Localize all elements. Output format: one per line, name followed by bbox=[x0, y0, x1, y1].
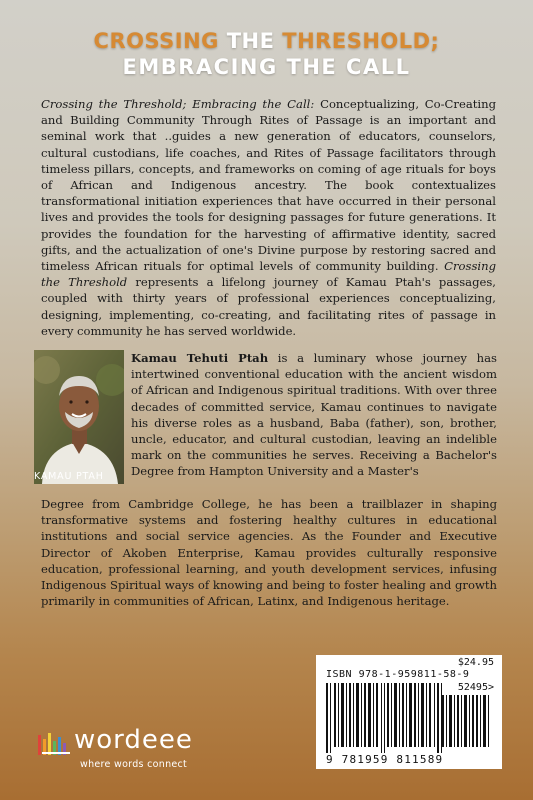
author-photo bbox=[34, 350, 124, 484]
isbn-label: ISBN 978-1-959811-58-9 bbox=[326, 669, 470, 680]
price-addon-code: 52495> bbox=[457, 682, 494, 693]
publisher-tagline: where words connect bbox=[80, 759, 188, 770]
book-title bbox=[0, 28, 533, 80]
publisher-logo bbox=[38, 725, 228, 775]
barcode-digits: 9 781959 811589 bbox=[326, 753, 444, 766]
price-addon-bars bbox=[442, 695, 492, 747]
price-label: $24.95 bbox=[457, 657, 494, 668]
author-bio-text-a: is a luminary whose journey has intertwined conventional education with the ancient wisdom of African and Indigenous spiritual traditions. With over three decades of committed service, Kamau continues to navigate his diverse roles as a husband, Baba (father), son, brother, uncle, educator, and cultural custodian, leaving an indelible mark on the communities he serves. Receiving a Bachelor's Degree from Hampton University and a Master's bbox=[131, 351, 497, 479]
publisher-name: wordeee bbox=[74, 725, 193, 755]
title-line-2: EMBRACING THE CALL bbox=[122, 55, 411, 79]
author-bio-continued: Degree from Cambridge College, he has been a trailblazer in shaping transformative systems and fostering healthy cultures in educational institutions and social service agencies. As the Founder and Executive Director of Akoben Enterprise, Kamau provides culturally responsive education, professional learning, and youth development services, infusing Indigenous Spiritual ways of knowing and being to foster healing and growth primarily in communities of African, Latinx, and Indigenous heritage. bbox=[41, 497, 497, 609]
title-word-threshold: THRESHOLD; bbox=[282, 29, 440, 53]
barcode-bars bbox=[326, 683, 444, 753]
publisher-logo-icon bbox=[38, 731, 72, 755]
title-word-the: THE bbox=[218, 29, 283, 53]
author-photo-caption: KAMAU PTAH bbox=[34, 471, 104, 482]
description-text-a: Conceptualizing, Co-Creating and Building Community Through Rites of Passage is an important and seminal work that ..guides a new generation of educators, counselors, cultural custodians, life coaches, and Rites of Passage facilitators through timeless pillars, concepts, and frameworks on coming of age rituals for boys of African and Indigenous ancestry. The book contextualizes transformational initiation experiences that have occurred in their personal lives and provides the tools for designing passages for future generations. It provides the foundation for the harvesting of affirmative identity, sacred gifts, and the actualization of one's Divine purpose by restoring sacred and timeless African rituals for optimal levels of community building. bbox=[41, 97, 496, 274]
description-italic-title: Crossing the Threshold; Embracing the Call: bbox=[41, 97, 315, 111]
author-name: Kamau Tehuti Ptah bbox=[131, 351, 269, 365]
book-description bbox=[41, 96, 496, 339]
description-italic-short: Crossing the Threshold bbox=[41, 259, 496, 290]
description-text-b: represents a lifelong journey of Kamau Ptah's passages, coupled with thirty years of professional experiences conceptualizing, designing, implementing, co-creating, and facilitating rites of passage in every community he has served worldwide. bbox=[41, 275, 496, 338]
author-bio bbox=[131, 350, 497, 480]
isbn-barcode bbox=[316, 655, 502, 769]
title-word-crossing: CROSSING bbox=[93, 29, 219, 53]
title-line-1 bbox=[0, 28, 533, 54]
